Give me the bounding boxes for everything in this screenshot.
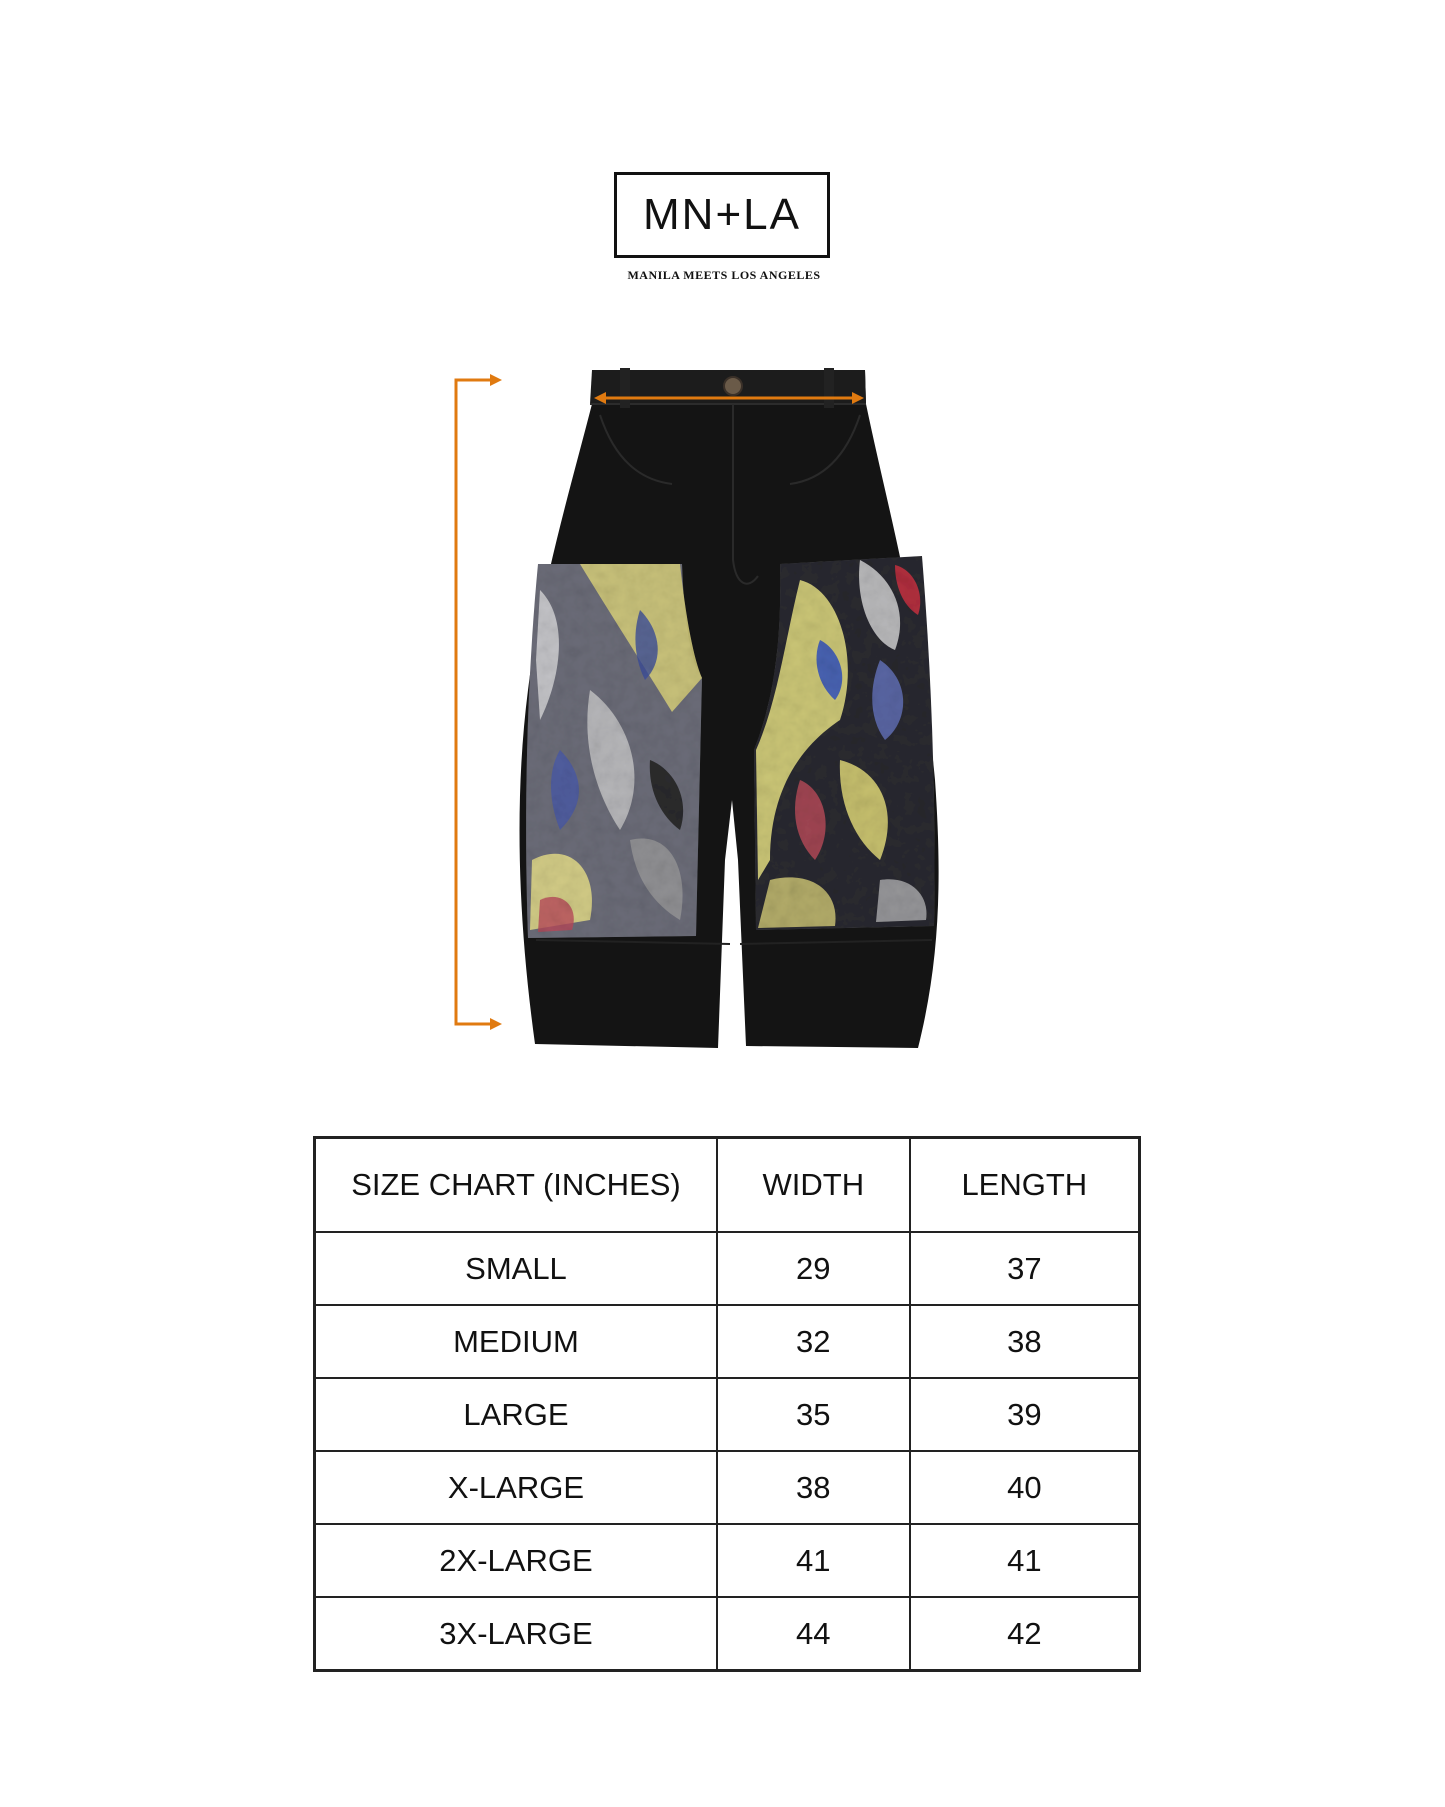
brand-tagline: MANILA MEETS LOS ANGELES bbox=[627, 268, 821, 282]
brand-logo bbox=[614, 172, 830, 258]
width-value: 32 bbox=[717, 1305, 910, 1378]
size-label: LARGE bbox=[315, 1378, 717, 1451]
length-value: 37 bbox=[910, 1232, 1140, 1305]
pants-illustration bbox=[440, 360, 1000, 1060]
table-row bbox=[315, 1524, 1140, 1597]
length-header: LENGTH bbox=[910, 1138, 1140, 1233]
size-chart-title-header: SIZE CHART (INCHES) bbox=[315, 1138, 717, 1233]
right-leg-print-panel bbox=[754, 556, 935, 930]
width-value: 38 bbox=[717, 1451, 910, 1524]
left-leg-print-panel bbox=[526, 564, 702, 938]
size-chart-table bbox=[313, 1136, 1141, 1672]
length-measure-arrow bbox=[456, 374, 502, 1030]
size-label: SMALL bbox=[315, 1232, 717, 1305]
size-label: MEDIUM bbox=[315, 1305, 717, 1378]
length-value: 39 bbox=[910, 1378, 1140, 1451]
table-row bbox=[315, 1451, 1140, 1524]
width-header: WIDTH bbox=[717, 1138, 910, 1233]
width-value: 44 bbox=[717, 1597, 910, 1671]
width-value: 41 bbox=[717, 1524, 910, 1597]
length-value: 42 bbox=[910, 1597, 1140, 1671]
size-label: 2X-LARGE bbox=[315, 1524, 717, 1597]
width-value: 29 bbox=[717, 1232, 910, 1305]
table-row bbox=[315, 1597, 1140, 1671]
length-value: 38 bbox=[910, 1305, 1140, 1378]
size-label: X-LARGE bbox=[315, 1451, 717, 1524]
table-row bbox=[315, 1378, 1140, 1451]
size-label: 3X-LARGE bbox=[315, 1597, 717, 1671]
size-chart-header-row bbox=[315, 1138, 1140, 1233]
width-value: 35 bbox=[717, 1378, 910, 1451]
length-value: 41 bbox=[910, 1524, 1140, 1597]
table-row bbox=[315, 1305, 1140, 1378]
table-row bbox=[315, 1232, 1140, 1305]
logo-text: MN+LA bbox=[643, 190, 801, 239]
length-value: 40 bbox=[910, 1451, 1140, 1524]
